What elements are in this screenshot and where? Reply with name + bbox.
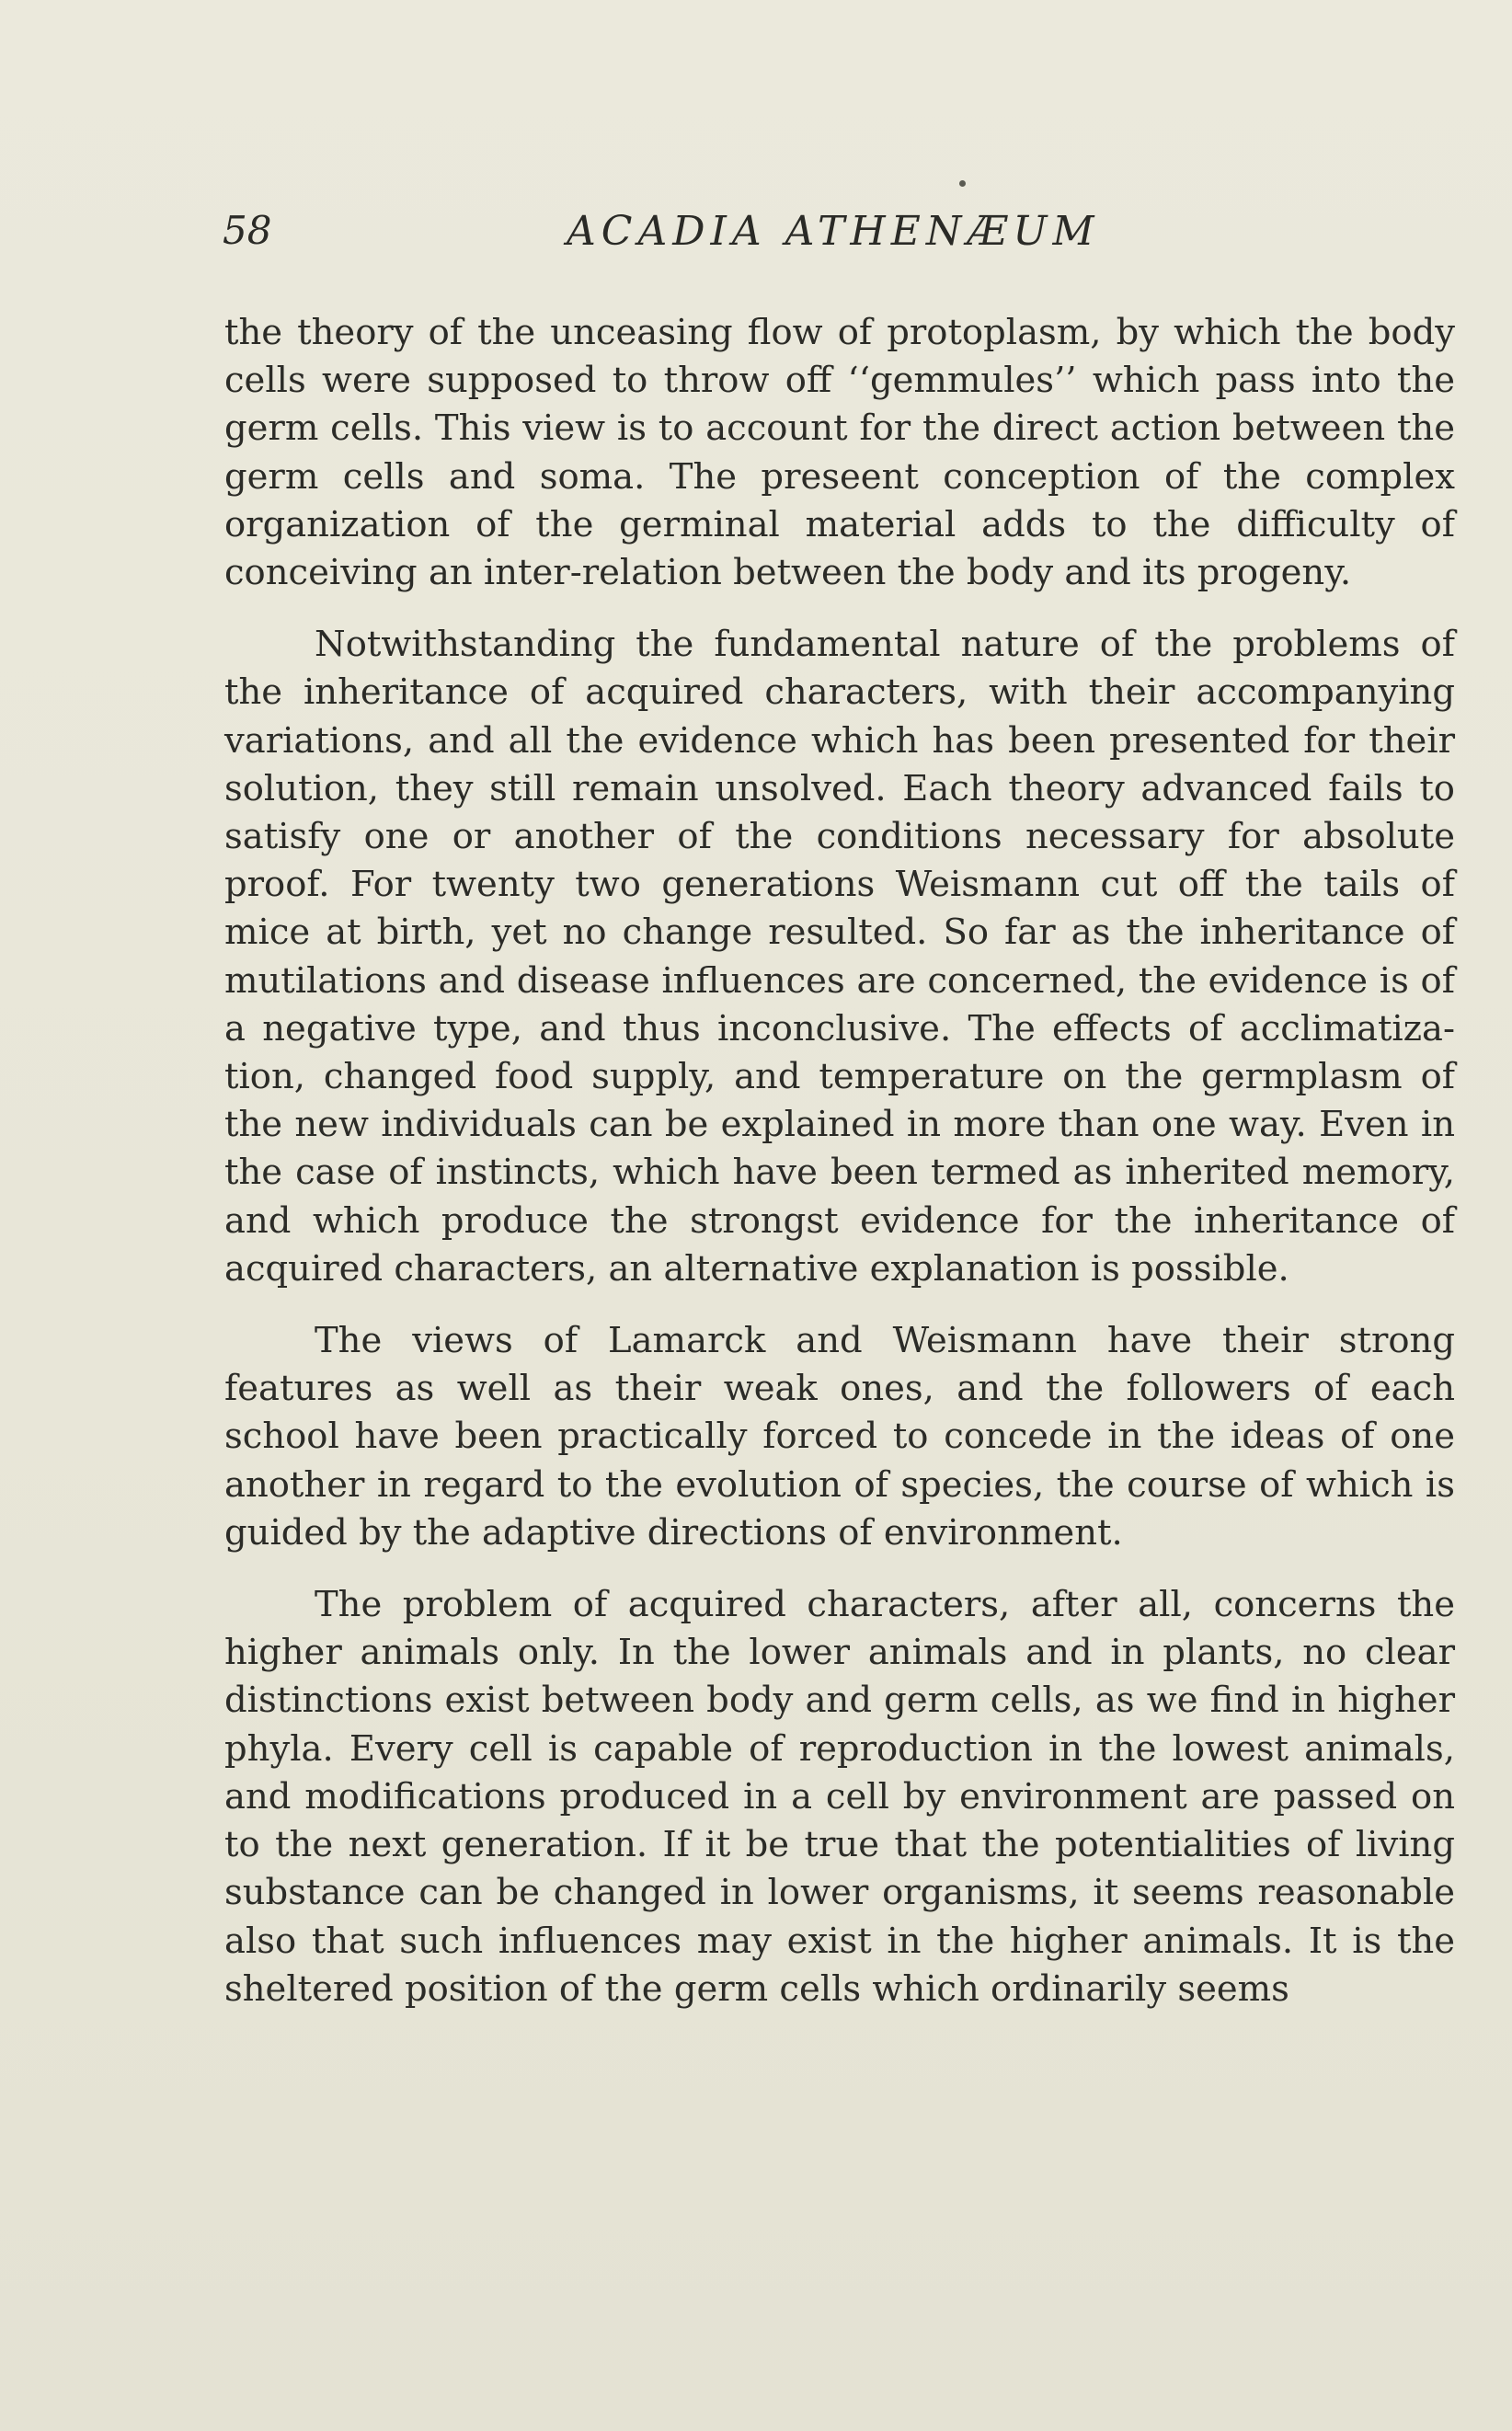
paragraph-4: The problem of acquired characters, after all, concerns the higher animals only. In the lower animals and in plants, no clear distinctions exist between body and germ cells, as we find in higher phyla. Every cell is capable of reproduction in the lowest animals, and modifications produced in a cell by environment are passed on to the next generation. If it be true that the potentialities of living substance can be changed in lower organisms, it seems reasonable also that such influences may exist in the higher animals. It is the sheltered position of the germ cells which ordinarily seems: [224, 1584, 1455, 2010]
page-header: [223, 208, 1455, 263]
paragraph-2: Notwithstanding the fundamental nature of the problems of the inheritance of acquired characters, with their accompanying variations, and all the evidence which has been presented for their solution, they still remain unsolved. Each theory advanced fails to satisfy one or another of the conditions necessary for absolute proof. For twenty two generations Weismann cut off the tails of mice at birth, yet no change resulted. So far as the inheritance of mutilations and disease influences are concerned, the evidence is of a negative type, and thus inconclusive. The effects of acclimatization, changed food supply, and temperature on the germplasm of the new individuals can be explained in more than one way. Even in the case of instincts, which have been termed as inherited memory, and which produce the strongst evidence for the inheritance of acquired characters, an alternative explanation is possible.: [224, 624, 1455, 1290]
paragraph-1: the theory of the unceasing flow of protoplasm, by which the body cells were supposed to throw off ‘‘gemmules’’ which pass into the germ cells. This view is to account for the direct action between the germ cells and soma. The preseent conception of the complex organization of the germinal material adds to the difficulty of conceiving an inter-relation between the body and its progeny.: [224, 312, 1455, 594]
running-head: ACADIA ATHENÆUM: [567, 208, 1100, 255]
ink-speck: [959, 180, 966, 187]
paragraph-3: The views of Lamarck and Weismann have their strong features as well as their weak ones, and the followers of each school have been practically forced to concede in the ideas of one another in regard to the evolution of species, the course of which is guided by the adaptive directions of environment.: [224, 1320, 1455, 1554]
page-number: 58: [223, 208, 272, 253]
body-text: [224, 309, 1455, 2013]
